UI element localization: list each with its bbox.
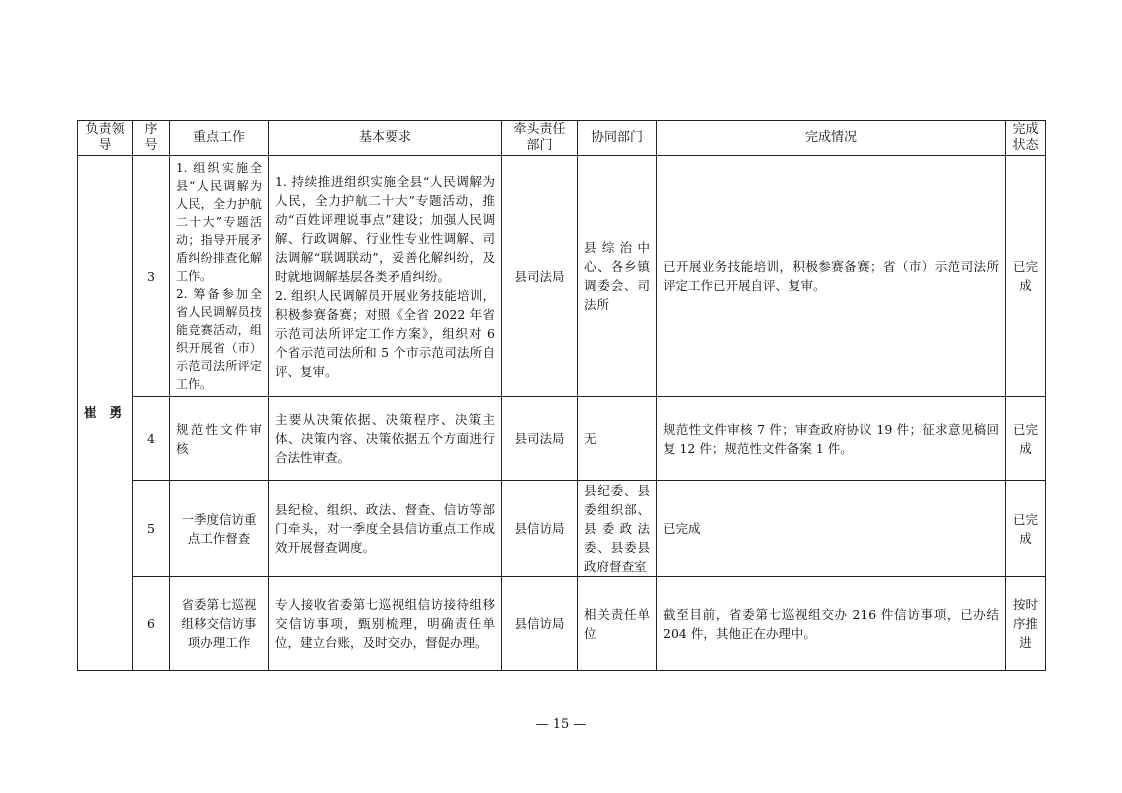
row-status: 已完成 xyxy=(1006,481,1046,577)
row-assist-dept: 相关责任单位 xyxy=(578,577,657,671)
header-lead-dept: 牵头责任部门 xyxy=(502,121,578,156)
row-requirements: 专人接收省委第七巡视组信访接待组移交信访事项，甄别梳理，明确责任单位，建立台账，及时交办，督促办理。 xyxy=(269,577,502,671)
row-task: 一季度信访重点工作督查 xyxy=(170,481,269,577)
row-task: 省委第七巡视组移交信访事项办理工作 xyxy=(170,577,269,671)
header-progress: 完成情况 xyxy=(657,121,1006,156)
row-progress: 已完成 xyxy=(657,481,1006,577)
row-task-item: 2. 筹备参加全省人民调解员技能竞赛活动，组织开展省（市）示范司法所评定工作。 xyxy=(176,287,262,391)
header-seq: 序号 xyxy=(133,121,170,156)
row-lead-dept: 县信访局 xyxy=(502,577,578,671)
leader-name: 崔 勇 xyxy=(78,156,133,671)
header-requirements: 基本要求 xyxy=(269,121,502,156)
table-row xyxy=(78,156,1046,397)
row-lead-dept: 县司法局 xyxy=(502,156,578,397)
row-task-item: 1. 组织实施全县“人民调解为人民，全力护航二十大”专题活动；指导开展矛盾纠纷排查化解工作。 xyxy=(176,161,262,283)
row-requirements-item: 2. 组织人民调解员开展业务技能培训，积极参赛备赛；对照《全省 2022 年省示范司法所评定工作方案》，组织对 6 个省示范司法所和 5 个市示范司法所自评、复审。 xyxy=(275,287,495,379)
row-task xyxy=(170,156,269,397)
header-row xyxy=(78,121,1046,156)
row-seq: 4 xyxy=(133,397,170,481)
row-assist-dept: 县纪委、县委组织部、县委政法委、县委县政府督查室 xyxy=(578,481,657,577)
row-requirements-item: 1. 持续推进组织实施全县“人民调解为人民，全力护航二十大”专题活动，推动“百姓评理说事点”建设；加强人民调解、行政调解、行业性专业性调解、司法调解“联调联动”，妥善化解纠纷，及时就地调解基层各类矛盾纠纷。 xyxy=(275,173,495,284)
header-leader: 负责领导 xyxy=(78,121,133,156)
row-requirements xyxy=(269,156,502,397)
header-assist-dept: 协同部门 xyxy=(578,121,657,156)
row-assist-dept: 无 xyxy=(578,397,657,481)
row-seq: 3 xyxy=(133,156,170,397)
row-status: 按时序推进 xyxy=(1006,577,1046,671)
row-progress: 规范性文件审核 7 件；审查政府协议 19 件；征求意见稿回复 12 件；规范性文件备案 1 件。 xyxy=(657,397,1006,481)
row-lead-dept: 县信访局 xyxy=(502,481,578,577)
header-status: 完成状态 xyxy=(1006,121,1046,156)
row-assist-dept: 县综治中心、各乡镇调委会、司法所 xyxy=(578,156,657,397)
row-progress: 已开展业务技能培训，积极参赛备赛；省（市）示范司法所评定工作已开展自评、复审。 xyxy=(657,156,1006,397)
row-status: 已完成 xyxy=(1006,397,1046,481)
table-row xyxy=(78,577,1046,671)
page-number: — 15 — xyxy=(535,717,587,732)
row-task: 规范性文件审核 xyxy=(170,397,269,481)
row-progress: 截至目前，省委第七巡视组交办 216 件信访事项，已办结 204 件，其他正在办理中。 xyxy=(657,577,1006,671)
table-row xyxy=(78,481,1046,577)
row-status: 已完成 xyxy=(1006,156,1046,397)
row-requirements: 县纪检、组织、政法、督查、信访等部门牵头，对一季度全县信访重点工作成效开展督查调度。 xyxy=(269,481,502,577)
row-seq: 6 xyxy=(133,577,170,671)
row-requirements: 主要从决策依据、决策程序、决策主体、决策内容、决策依据五个方面进行合法性审查。 xyxy=(269,397,502,481)
row-seq: 5 xyxy=(133,481,170,577)
header-task: 重点工作 xyxy=(170,121,269,156)
table-row xyxy=(78,397,1046,481)
row-lead-dept: 县司法局 xyxy=(502,397,578,481)
work-table xyxy=(77,120,1046,671)
